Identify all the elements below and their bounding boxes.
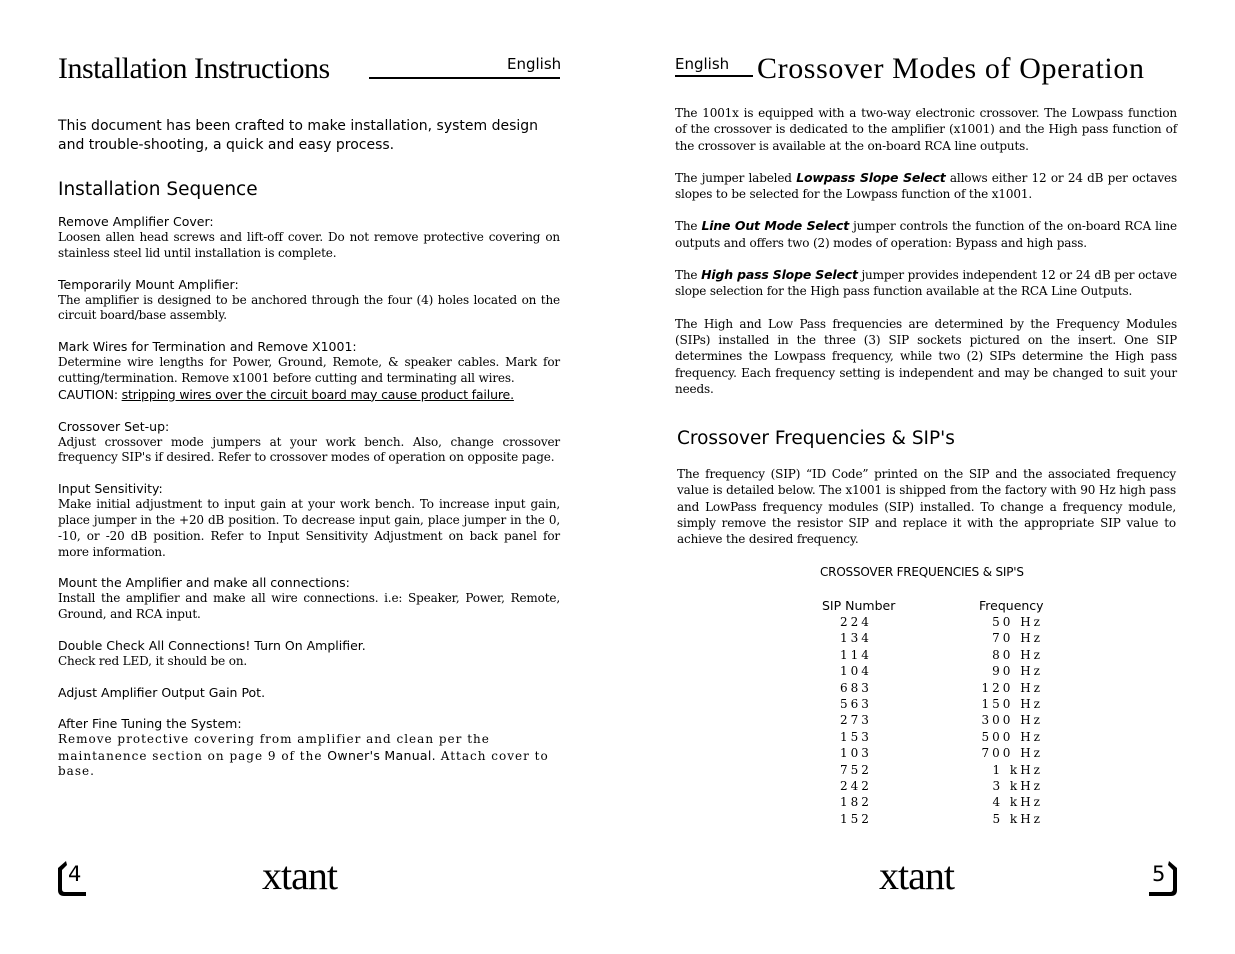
paragraph-text: jumper provides independent 12 or 24 dB per octave slope selection for the High pass function available at the RCA Line Outputs. [675, 268, 1177, 299]
section-title: Installation Sequence [58, 179, 258, 200]
step [58, 575, 560, 623]
frequency-cell: 500 Hz [981, 729, 1043, 744]
paragraph-text: allows either 12 or 24 dB per octaves slopes to be selected for the Lowpass function of the x1001. [675, 170, 1177, 202]
paragraph-text: The jumper labeled [675, 170, 792, 185]
step [58, 339, 560, 403]
paragraph: The 1001x is equipped with a two-way electronic crossover. The Lowpass function of the crossover is dedicated to the amplifier (x1001) and the High pass function of the crossover is available at the on-board RCA line outputs. [675, 106, 1177, 153]
sip-number-cell: 114 [840, 647, 872, 662]
sip-number-cell: 752 [840, 762, 872, 777]
step-title: Input Sensitivity: [58, 481, 163, 497]
caution-label: CAUTION: [58, 386, 118, 402]
step [58, 419, 560, 467]
paragraph [675, 218, 1177, 251]
sip-number-cell: 153 [840, 729, 872, 744]
paragraph-text: The [675, 219, 698, 234]
paragraph [675, 267, 1177, 300]
installation-steps [58, 214, 560, 795]
frequency-column [975, 614, 1043, 827]
high-pass-slope-select-term: High pass Slope Select [701, 267, 858, 283]
frequency-cell: 70 Hz [992, 631, 1043, 646]
line-out-mode-select-term: Line Out Mode Select [701, 218, 850, 234]
sip-number-cell: 563 [840, 697, 872, 712]
step-title: Remove Amplifier Cover: [58, 214, 214, 229]
frequency-cell: 120 Hz [981, 680, 1043, 695]
language-label: English [675, 55, 730, 73]
column-header-frequency: Frequency [979, 598, 1044, 613]
frequency-cell: 300 Hz [981, 713, 1043, 728]
page-number: 4 [68, 862, 82, 886]
page-number: 5 [1152, 862, 1166, 886]
sip-number-cell: 103 [840, 746, 872, 761]
caution-text: stripping wires over the circuit board may cause product failure. [121, 386, 514, 402]
step-body: The amplifier is designed to be anchored through the four (4) holes located on the circuit board/base assembly. [58, 292, 560, 323]
step-body [58, 732, 560, 780]
title-rule [369, 77, 560, 79]
step-body: Install the amplifier and make all wire connections. i.e: Speaker, Power, Remote, Ground, and RCA input. [58, 591, 560, 622]
frequency-cell: 700 Hz [981, 746, 1043, 761]
step-title: Crossover Set-up: [58, 418, 170, 434]
frequency-cell: 4 kHz [992, 795, 1043, 810]
step-title: Mount the Amplifier and make all connections: [58, 575, 350, 591]
step-body-text: Determine wire lengths for Power, Ground, Remote, & speaker cables. Mark for cutting/termination. Remove x1001 before cutting and terminating all wires. [58, 355, 560, 385]
sip-number-cell: 182 [840, 795, 872, 810]
step [58, 638, 560, 670]
step-body: Adjust crossover mode jumpers at your work bench. Also, change crossover frequency SIP's if desired. Refer to crossover modes of operation on opposite page. [58, 434, 560, 465]
frequency-cell: 80 Hz [992, 647, 1043, 662]
right-page [617, 0, 1235, 954]
step-body [58, 355, 560, 403]
frequency-cell: 5 kHz [992, 811, 1043, 826]
page-title: Installation Instructions [58, 52, 330, 85]
sip-number-cell: 104 [840, 664, 872, 679]
xtant-logo: xtant [262, 853, 337, 898]
step [58, 716, 560, 780]
step [58, 214, 560, 262]
step-body-text: Remove protective covering from amplifier and clean per the maintanence section on page 9 of the [58, 731, 490, 763]
sip-number-cell: 683 [840, 680, 872, 695]
page-title: Crossover Modes of Operation [757, 52, 1145, 85]
sip-number-cell: 273 [840, 713, 872, 728]
language-rule [675, 75, 753, 77]
frequency-cell: 3 kHz [992, 779, 1043, 794]
sip-number-column [840, 614, 872, 827]
step [58, 481, 560, 560]
owners-manual-ref: Owner's Manual. [327, 747, 436, 763]
paragraph-text: jumper controls the function of the on-board RCA line outputs and offers two (2) modes of operation: Bypass and high pass. [675, 219, 1177, 250]
crossover-modes-text [675, 105, 1177, 413]
step-title: Double Check All Connections! Turn On Amplifier. [58, 637, 366, 653]
frequency-cell: 50 Hz [992, 615, 1043, 629]
step-title: Temporarily Mount Amplifier: [58, 276, 239, 292]
lowpass-slope-select-term: Lowpass Slope Select [796, 169, 946, 185]
xtant-logo: xtant [879, 853, 954, 898]
table-title: CROSSOVER FREQUENCIES & SIP'S [820, 565, 1024, 579]
sip-number-cell: 134 [840, 631, 872, 646]
frequency-paragraph: The frequency (SIP) “ID Code” printed on the SIP and the associated frequency value is detailed below. The x1001 is shipped from the factory with 90 Hz high pass and LowPass frequency modules (SIP) installed. To change a frequency module, simply remove the resistor SIP and replace it with the appropriate SIP value to achieve the desired frequency. [677, 467, 1176, 547]
step [58, 685, 560, 701]
paragraph [675, 170, 1177, 203]
column-header-sip: SIP Number [822, 598, 896, 613]
step-body-text: Attach cover to base. [58, 748, 549, 779]
sip-number-cell: 152 [840, 811, 872, 826]
sip-number-cell: 224 [840, 615, 872, 629]
frequency-cell: 1 kHz [992, 762, 1043, 777]
page-number-badge [56, 858, 88, 898]
step [58, 277, 560, 325]
step-body: Check red LED, it should be on. [58, 653, 248, 668]
language-label: English [507, 55, 562, 73]
frequency-cell: 150 Hz [981, 697, 1043, 712]
left-page [0, 0, 617, 954]
step-title: Mark Wires for Termination and Remove X1001: [58, 339, 357, 355]
step-title: After Fine Tuning the System: [58, 715, 242, 731]
section-title: Crossover Frequencies & SIP's [677, 428, 955, 449]
step-body: Loosen allen head screws and lift-off cover. Do not remove protective covering on stainless steel lid until installation is complete. [58, 230, 560, 260]
step-body: Make initial adjustment to input gain at your work bench. To increase input gain, place jumper in the +20 dB position. To decrease input gain, place jumper in the 0, -10, or -20 dB position. Refer to Input Sensitivity Adjustment on back panel for more information. [58, 497, 560, 559]
frequency-cell: 90 Hz [992, 664, 1043, 679]
step-title: Adjust Amplifier Output Gain Pot. [58, 684, 266, 700]
paragraph: The High and Low Pass frequencies are determined by the Frequency Modules (SIPs) installed in the three (3) SIP sockets pictured on the insert. One SIP determines the Lowpass frequency, while two (2) SIPs determine the High pass frequency. Each frequency setting is independent and may be changed to suit your needs. [675, 316, 1177, 396]
paragraph-text: The [675, 268, 698, 283]
page-number-badge [1147, 858, 1179, 898]
sip-number-cell: 242 [840, 779, 872, 794]
intro-text: This document has been crafted to make installation, system design and trouble-shooting, a quick and easy process. [58, 118, 539, 153]
